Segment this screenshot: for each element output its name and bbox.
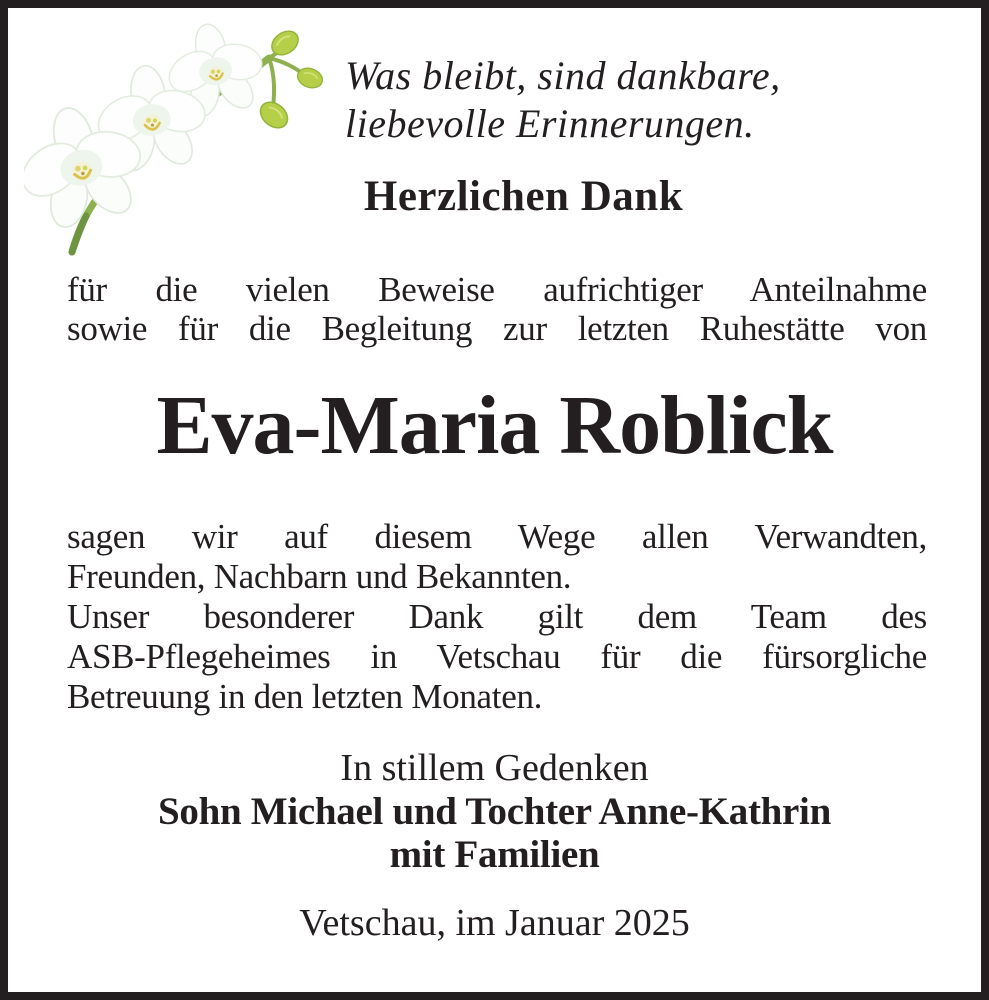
closing-line: In stillem Gedenken (340, 747, 649, 789)
epigraph (345, 52, 781, 148)
mourners (8, 790, 981, 876)
intro-line-1: für die vielen Beweise aufrichtiger Anteilnahme (67, 270, 927, 309)
mourners-line-1: Sohn Michael und Tochter Anne-Kathrin (157, 790, 831, 833)
thanks-line-2: Freunden, Nachbarn und Bekannten. (67, 557, 572, 596)
mourners-line-2: mit Familien (389, 833, 600, 876)
dateline: Vetschau, im Januar 2025 (299, 902, 690, 944)
thanks-line-4: ASB-Pflegeheimes in Vetschau für die fürsorgliche (67, 637, 927, 676)
epigraph-line-1: Was bleibt, sind dankbare, (345, 53, 781, 98)
intro-line-2: sowie für die Begleitung zur letzten Ruhestätte von (67, 309, 927, 348)
intro-paragraph (67, 270, 927, 348)
thanks-line-5: Betreuung in den letzten Monaten. (67, 677, 543, 716)
thanks-paragraph (67, 517, 927, 717)
orchid-branch-icon (24, 12, 336, 264)
thanks-line-3: Unser besonderer Dank gilt dem Team des (67, 597, 927, 636)
thanks-line-1: sagen wir auf diesem Wege allen Verwandten, (67, 517, 927, 556)
heading-herzlichen-dank: Herzlichen Dank (363, 173, 684, 220)
epigraph-line-2: liebevolle Erinnerungen. (345, 101, 755, 146)
deceased-name: Eva-Maria Roblick (156, 379, 833, 472)
